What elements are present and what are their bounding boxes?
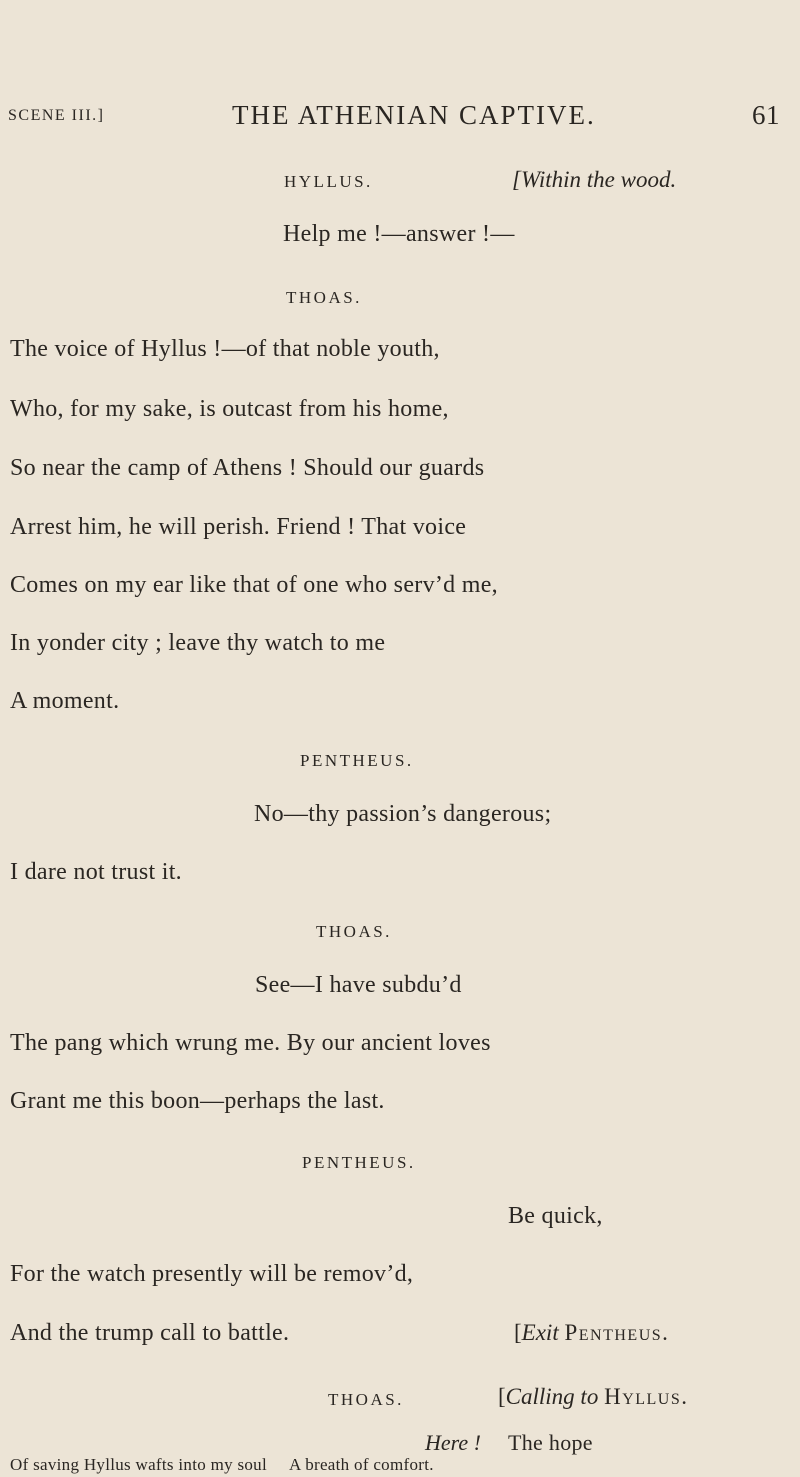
- direction-italic: Calling to: [505, 1384, 599, 1409]
- verse-line: I dare not trust it.: [10, 859, 182, 885]
- verse-line: The pang which wrung me. By our ancient loves: [10, 1030, 491, 1056]
- verse-line: The voice of Hyllus !—of that noble youth,: [10, 336, 440, 362]
- verse-line: Of saving Hyllus wafts into my soul: [10, 1455, 267, 1474]
- speaker-pentheus: PENTHEUS.: [302, 1153, 416, 1172]
- verse-line: And the trump call to battle.: [10, 1320, 290, 1346]
- speaker-pentheus: PENTHEUS.: [300, 751, 414, 770]
- verse-line: In yonder city ; leave thy watch to me: [10, 630, 386, 656]
- speaker-hyllus: HYLLUS.: [284, 172, 373, 191]
- speaker-thoas: THOAS.: [328, 1390, 404, 1409]
- verse-line-here: Here !: [425, 1430, 481, 1455]
- stage-direction-calling: [498, 1385, 689, 1408]
- running-head-title: THE ATHENIAN CAPTIVE.: [232, 100, 596, 130]
- verse-line: No—thy passion’s dangerous;: [254, 801, 552, 827]
- verse-line: For the watch presently will be remov’d,: [10, 1261, 414, 1287]
- direction-italic: Exit: [521, 1320, 559, 1345]
- character-name: Hyllus.: [604, 1384, 689, 1409]
- speaker-thoas: THOAS.: [316, 922, 392, 941]
- verse-line: Help me !—answer !—: [283, 221, 515, 247]
- verse-line: Grant me this boon—perhaps the last.: [10, 1088, 385, 1114]
- verse-line: Arrest him, he will perish. Friend ! That voice: [10, 514, 467, 540]
- verse-line: A moment.: [10, 688, 120, 714]
- stage-direction-exit: [514, 1321, 669, 1344]
- closing-lines-2: [10, 1455, 790, 1475]
- verse-line: See—I have subdu’d: [255, 972, 462, 998]
- verse-line: Be quick,: [508, 1203, 603, 1229]
- verse-line: The hope: [508, 1430, 593, 1455]
- verse-line: A breath of comfort.: [289, 1455, 434, 1474]
- verse-line: So near the camp of Athens ! Should our guards: [10, 455, 485, 481]
- verse-line: Comes on my ear like that of one who serv’d me,: [10, 572, 498, 598]
- bracket: [: [514, 1320, 522, 1345]
- speaker-thoas: THOAS.: [286, 288, 362, 307]
- verse-line: Who, for my sake, is outcast from his home,: [10, 396, 449, 422]
- running-head-scene: SCENE III.]: [8, 107, 105, 124]
- stage-direction-within: [Within the wood.: [512, 167, 677, 192]
- character-name: Pentheus.: [564, 1320, 670, 1345]
- page-number: 61: [752, 100, 780, 130]
- bracket: [: [498, 1384, 506, 1409]
